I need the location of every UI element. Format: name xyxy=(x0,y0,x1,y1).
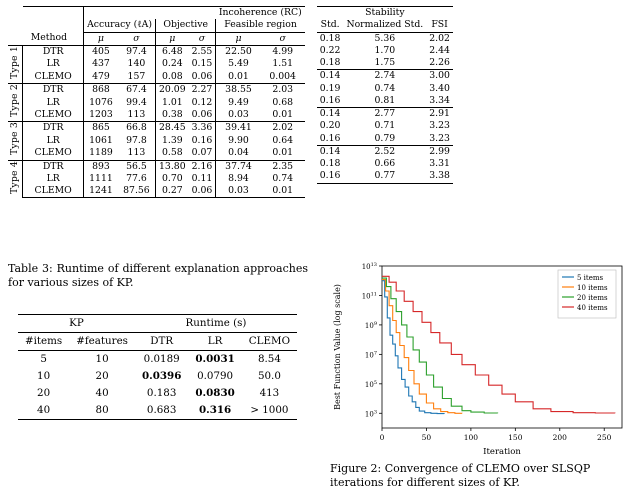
cell-method: LR xyxy=(23,96,84,108)
table-3-container xyxy=(18,314,297,420)
cell-feasible-mu: 22.50 xyxy=(216,45,261,58)
table-2-right xyxy=(317,6,453,184)
cell-accuracy-mu: 1241 xyxy=(84,185,118,198)
cell-feasible-sigma: 4.99 xyxy=(261,45,305,58)
y-tick-label: $10^9$ xyxy=(364,320,377,330)
table-3 xyxy=(18,314,297,420)
table-row xyxy=(8,45,305,58)
cell-feasible-sigma: 0.01 xyxy=(272,108,294,120)
table-row xyxy=(18,385,297,402)
cell-std: 0.18 xyxy=(319,57,341,69)
cell-objective-sigma: 3.36 xyxy=(189,122,216,135)
cell-objective-sigma: 0.06 xyxy=(191,70,213,82)
table-2-left xyxy=(8,6,305,198)
cell-fsi: 3.34 xyxy=(429,94,450,106)
row-group-label: Type 1 xyxy=(8,45,23,83)
cell-objective-sigma: 0.11 xyxy=(191,172,213,184)
cell-feasible-mu: 0.01 xyxy=(216,71,261,84)
cell-method: DTR xyxy=(23,160,84,173)
cell-clemo: 8.54 xyxy=(257,352,281,365)
cell-dtr: 0.0189 xyxy=(143,352,180,365)
cell-features: 80 xyxy=(69,402,135,419)
cell-fsi: 2.02 xyxy=(426,32,453,45)
table-row xyxy=(8,147,305,160)
header-mu: μ xyxy=(156,32,189,45)
y-tick-label: $10^3$ xyxy=(364,409,377,419)
cell-lr: 0.0790 xyxy=(197,369,234,382)
cell-objective-mu: 0.08 xyxy=(156,71,189,84)
cell-objective-mu: 6.48 xyxy=(156,45,189,58)
cell-accuracy-mu: 479 xyxy=(92,70,110,82)
cell-std: 0.18 xyxy=(317,32,344,45)
chart-series-line xyxy=(382,280,462,414)
cell-items: 40 xyxy=(18,402,69,419)
cell-std: 0.14 xyxy=(317,145,344,158)
cell-dtr: 0.683 xyxy=(135,402,188,419)
table-row xyxy=(18,368,297,385)
y-tick-label: $10^{13}$ xyxy=(361,262,377,271)
cell-fsi: 2.44 xyxy=(429,44,450,56)
table-row xyxy=(317,120,453,132)
cell-fsi: 2.91 xyxy=(426,108,453,121)
header-sigma: σ xyxy=(261,32,305,45)
table-row xyxy=(8,109,305,122)
cell-normalized-std: 1.75 xyxy=(374,57,396,69)
cell-objective-mu: 0.24 xyxy=(156,58,189,70)
cell-accuracy-mu: 893 xyxy=(84,160,118,173)
cell-std: 0.16 xyxy=(319,94,341,106)
header-normalized-std: Normalized Std. xyxy=(343,19,426,32)
cell-normalized-std: 2.52 xyxy=(343,145,426,158)
header-feasible: Feasible region xyxy=(216,19,305,32)
cell-feasible-mu: 0.03 xyxy=(216,109,261,122)
cell-feasible-mu: 0.04 xyxy=(216,147,261,160)
cell-feasible-mu: 9.90 xyxy=(216,135,261,147)
table-2-container xyxy=(8,6,453,198)
cell-objective-mu: 0.27 xyxy=(156,185,189,198)
cell-feasible-mu: 38.55 xyxy=(216,84,261,97)
y-axis-label: Best Function Value (log scale) xyxy=(333,284,342,410)
y-tick-label: $10^7$ xyxy=(364,350,377,360)
cell-objective-sigma: 0.15 xyxy=(191,58,213,70)
cell-accuracy-mu: 437 xyxy=(92,58,110,70)
cell-fsi: 2.26 xyxy=(429,57,450,69)
header-incoherence: Incoherence (RC) xyxy=(216,7,305,20)
cell-normalized-std: 0.81 xyxy=(374,94,396,106)
cell-method: CLEMO xyxy=(23,109,84,122)
header-dtr: DTR xyxy=(135,332,188,350)
cell-feasible-sigma: 2.35 xyxy=(261,160,305,173)
row-group-label: Type 4 xyxy=(8,160,23,198)
header-accuracy: Accuracy (ℓA) xyxy=(84,19,156,32)
cell-feasible-mu: 39.41 xyxy=(216,122,261,135)
cell-accuracy-mu: 1076 xyxy=(89,96,113,108)
x-tick-label: 100 xyxy=(463,433,479,442)
cell-feasible-mu: 5.49 xyxy=(216,58,261,70)
cell-std: 0.19 xyxy=(319,82,341,94)
cell-objective-sigma: 2.16 xyxy=(189,160,216,173)
table-row xyxy=(8,7,305,20)
cell-method: LR xyxy=(23,58,84,70)
cell-feasible-mu: 0.03 xyxy=(216,185,261,198)
table-row xyxy=(8,160,305,173)
cell-objective-mu: 1.01 xyxy=(156,96,189,108)
row-group-label: Type 2 xyxy=(8,84,23,122)
cell-features: 10 xyxy=(95,352,109,365)
cell-accuracy-mu: 1203 xyxy=(89,108,113,120)
cell-normalized-std: 0.79 xyxy=(374,132,396,144)
cell-accuracy-sigma: 113 xyxy=(127,147,146,159)
table-row xyxy=(18,402,297,419)
cell-objective-sigma: 0.07 xyxy=(191,147,213,159)
cell-feasible-sigma: 1.51 xyxy=(272,58,294,70)
cell-feasible-mu: 9.49 xyxy=(216,96,261,108)
cell-fsi: 3.23 xyxy=(429,120,450,132)
cell-objective-sigma: 0.06 xyxy=(189,185,216,198)
table-row xyxy=(317,170,453,183)
cell-clemo: 50.0 xyxy=(257,369,281,382)
cell-accuracy-sigma: 56.5 xyxy=(118,160,156,173)
cell-accuracy-mu: 1111 xyxy=(89,172,113,184)
cell-items: 5 xyxy=(40,352,47,365)
header-features: #features xyxy=(69,332,135,350)
cell-std: 0.16 xyxy=(319,132,341,144)
cell-accuracy-sigma: 113 xyxy=(127,108,146,120)
cell-clemo: > 1000 xyxy=(242,402,297,419)
table-row xyxy=(317,95,453,108)
cell-lr: 0.0830 xyxy=(195,386,235,399)
cell-feasible-sigma: 0.74 xyxy=(272,172,294,184)
cell-accuracy-sigma: 66.8 xyxy=(118,122,156,135)
cell-normalized-std: 0.77 xyxy=(343,170,426,183)
cell-accuracy-sigma: 157 xyxy=(127,70,146,82)
cell-method: LR xyxy=(23,135,84,147)
convergence-chart xyxy=(330,258,630,458)
header-objective: Objective xyxy=(156,19,216,32)
cell-feasible-mu: 37.74 xyxy=(216,160,261,173)
cell-clemo: 413 xyxy=(259,386,280,399)
cell-objective-sigma: 2.55 xyxy=(189,45,216,58)
table-row xyxy=(317,108,453,121)
cell-accuracy-mu: 868 xyxy=(84,84,118,97)
cell-objective-sigma: 2.27 xyxy=(189,84,216,97)
cell-accuracy-mu: 865 xyxy=(84,122,118,135)
table-row xyxy=(317,70,453,83)
table-row xyxy=(18,350,297,367)
cell-objective-sigma: 0.06 xyxy=(191,108,213,120)
cell-objective-mu: 0.38 xyxy=(156,109,189,122)
cell-accuracy-sigma: 97.4 xyxy=(118,45,156,58)
cell-std: 0.20 xyxy=(319,120,341,132)
x-axis-label: Iteration xyxy=(483,447,521,457)
table-row xyxy=(317,45,453,57)
cell-method: LR xyxy=(23,173,84,185)
chart-legend-label: 20 items xyxy=(577,294,608,302)
cell-objective-mu: 20.09 xyxy=(156,84,189,97)
y-tick-label: $10^{11}$ xyxy=(361,291,377,301)
cell-std: 0.22 xyxy=(319,44,341,56)
table-row xyxy=(317,7,453,20)
cell-objective-mu: 1.39 xyxy=(156,135,189,147)
cell-normalized-std: 0.71 xyxy=(374,120,396,132)
table-row xyxy=(317,19,453,32)
chart-legend-label: 40 items xyxy=(577,304,608,312)
cell-accuracy-sigma: 87.56 xyxy=(118,185,156,198)
cell-fsi: 3.23 xyxy=(429,132,450,144)
cell-std: 0.18 xyxy=(319,158,341,170)
header-stability: Stability xyxy=(317,7,453,20)
cell-feasible-sigma: 0.64 xyxy=(272,134,294,146)
cell-feasible-sigma: 0.004 xyxy=(269,70,296,82)
table-row xyxy=(8,173,305,185)
cell-dtr: 0.183 xyxy=(146,386,177,399)
cell-normalized-std: 2.74 xyxy=(343,70,426,83)
table-row xyxy=(317,158,453,170)
row-group-label: Type 3 xyxy=(8,122,23,160)
y-tick-label: $10^5$ xyxy=(364,379,377,389)
header-sigma: σ xyxy=(118,32,156,45)
table-row xyxy=(8,96,305,108)
cell-feasible-sigma: 2.03 xyxy=(261,84,305,97)
header-mu: μ xyxy=(84,32,118,45)
table-row xyxy=(317,145,453,158)
header-mu: μ xyxy=(216,32,261,45)
figure-2 xyxy=(330,258,630,458)
cell-feasible-sigma: 0.01 xyxy=(261,185,305,198)
header-lr: LR xyxy=(188,332,241,350)
table-row xyxy=(8,84,305,97)
cell-method: DTR xyxy=(23,84,84,97)
table-3-caption: Table 3: Runtime of different explanation approaches for various sizes of KP. xyxy=(8,262,308,290)
cell-features: 20 xyxy=(95,369,109,382)
header-runtime: Runtime (s) xyxy=(135,315,297,333)
cell-std: 0.16 xyxy=(317,170,344,183)
cell-fsi: 2.99 xyxy=(426,145,453,158)
cell-normalized-std: 1.70 xyxy=(374,44,396,56)
chart-legend-label: 5 items xyxy=(577,274,604,282)
header-sigma: σ xyxy=(189,32,216,45)
cell-dtr: 0.0396 xyxy=(141,369,182,382)
table-row xyxy=(18,332,297,350)
cell-normalized-std: 2.77 xyxy=(343,108,426,121)
cell-objective-mu: 0.70 xyxy=(156,173,189,185)
chart-legend-label: 10 items xyxy=(577,284,608,292)
table-row xyxy=(8,122,305,135)
table-row xyxy=(317,57,453,70)
cell-lr: 0.316 xyxy=(188,402,241,419)
table-row xyxy=(317,83,453,95)
cell-lr: 0.0031 xyxy=(195,352,235,365)
header-kp: KP xyxy=(18,315,135,333)
cell-accuracy-sigma: 97.8 xyxy=(126,134,147,146)
cell-fsi: 3.00 xyxy=(426,70,453,83)
cell-items: 20 xyxy=(37,386,51,399)
x-tick-label: 50 xyxy=(421,433,432,442)
cell-fsi: 3.40 xyxy=(429,82,450,94)
table-row xyxy=(8,135,305,147)
x-tick-label: 150 xyxy=(508,433,523,442)
cell-fsi: 3.31 xyxy=(429,158,450,170)
cell-accuracy-mu: 405 xyxy=(84,45,118,58)
cell-objective-mu: 28.45 xyxy=(156,122,189,135)
x-tick-label: 200 xyxy=(552,433,567,442)
table-row xyxy=(8,185,305,198)
cell-method: DTR xyxy=(23,122,84,135)
cell-accuracy-mu: 1189 xyxy=(89,147,113,159)
cell-objective-sigma: 0.12 xyxy=(191,96,213,108)
cell-std: 0.14 xyxy=(317,108,344,121)
table-row xyxy=(8,58,305,70)
table-row xyxy=(8,71,305,84)
cell-feasible-sigma: 0.68 xyxy=(272,96,294,108)
cell-method: CLEMO xyxy=(23,185,84,198)
figure-2-caption: Figure 2: Convergence of CLEMO over SLSQP iterations for different sizes of KP. xyxy=(330,462,591,490)
cell-method: DTR xyxy=(23,45,84,58)
x-tick-label: 250 xyxy=(597,433,612,442)
table-row xyxy=(317,32,453,45)
cell-normalized-std: 0.66 xyxy=(374,158,396,170)
cell-feasible-sigma: 0.01 xyxy=(272,147,294,159)
cell-objective-sigma: 0.16 xyxy=(191,134,213,146)
cell-accuracy-sigma: 77.6 xyxy=(126,172,147,184)
cell-feasible-sigma: 2.02 xyxy=(261,122,305,135)
cell-features: 40 xyxy=(95,386,109,399)
cell-accuracy-sigma: 140 xyxy=(127,58,146,70)
cell-normalized-std: 5.36 xyxy=(343,32,426,45)
cell-feasible-mu: 8.94 xyxy=(216,173,261,185)
cell-method: CLEMO xyxy=(23,71,84,84)
header-std: Std. xyxy=(317,19,344,32)
cell-accuracy-sigma: 67.4 xyxy=(118,84,156,97)
cell-std: 0.14 xyxy=(317,70,344,83)
cell-items: 10 xyxy=(37,369,51,382)
cell-objective-mu: 13.80 xyxy=(156,160,189,173)
cell-objective-mu: 0.58 xyxy=(156,147,189,160)
cell-accuracy-mu: 1061 xyxy=(89,134,113,146)
header-clemo: CLEMO xyxy=(242,332,297,350)
cell-fsi: 3.38 xyxy=(426,170,453,183)
cell-method: CLEMO xyxy=(23,147,84,160)
x-tick-label: 0 xyxy=(379,433,385,442)
table-row xyxy=(18,315,297,333)
header-method: Method xyxy=(23,7,84,46)
cell-accuracy-sigma: 99.4 xyxy=(126,96,147,108)
header-fsi: FSI xyxy=(426,19,453,32)
cell-normalized-std: 0.74 xyxy=(374,82,396,94)
header-items: #items xyxy=(18,332,69,350)
table-row xyxy=(317,133,453,146)
